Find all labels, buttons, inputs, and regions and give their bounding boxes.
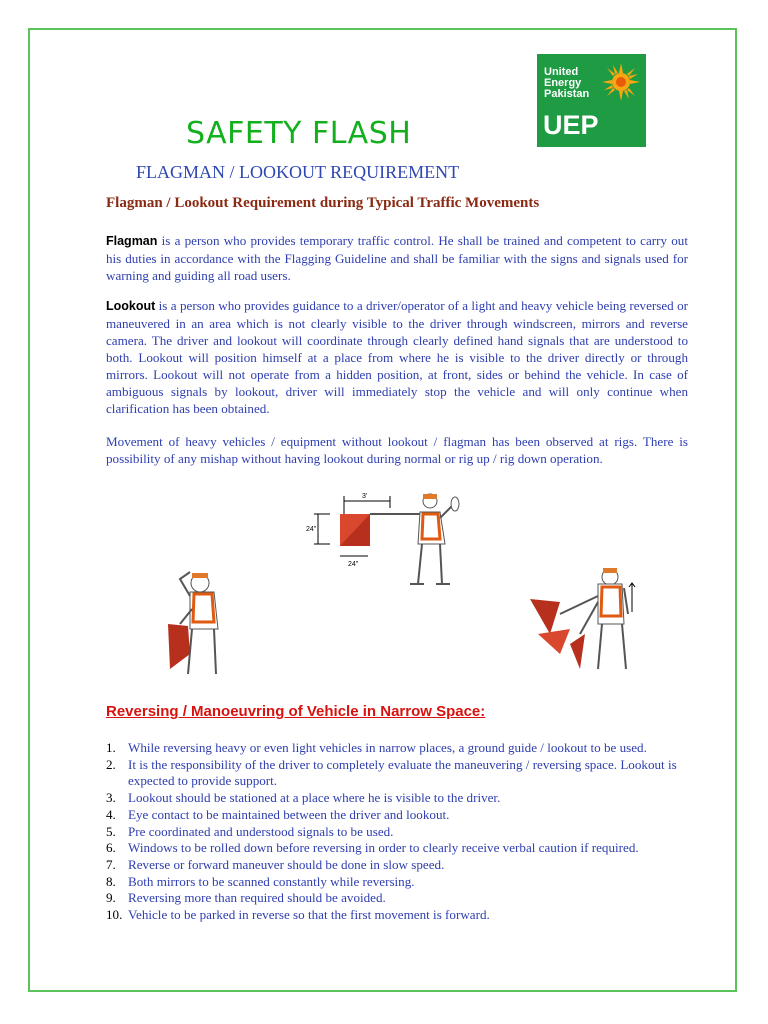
movement-paragraph: Movement of heavy vehicles / equipment without lookout / flagman has been observed at rigs. There is possibility of any mishap without having lookout during normal or rig up / rig down operation.	[106, 434, 688, 466]
flagman-term: Flagman	[106, 234, 158, 248]
flagman-figure-right	[530, 568, 635, 669]
logo-abbr: UEP	[543, 110, 599, 140]
list-item: 2. It is the responsibility of the driver to completely evaluate the maneuvering / reversing space. Lookout is expected to provide support.	[106, 756, 677, 789]
list-item: 4. Eye contact to be maintained between the driver and lookout.	[106, 806, 450, 822]
sun-icon	[601, 62, 641, 102]
dim-height-label: 24"	[306, 526, 317, 533]
lookout-term: Lookout	[106, 299, 156, 313]
dim-width-label: 3'	[362, 493, 368, 500]
reversing-guidelines-list	[106, 740, 688, 924]
list-item: 7. Reverse or forward maneuver should be done in slow speed.	[106, 856, 445, 872]
list-item: 8. Both mirrors to be scanned constantly while reversing.	[106, 873, 415, 889]
list-item: 3. Lookout should be stationed at a place where he is visible to the driver.	[106, 790, 501, 806]
flagman-text: is a person who provides temporary traffic control. He shall be trained and competent to carry out his duties in accordance with the Flagging Guideline and shall be familiar with the signs and signals used for warning and guiding all road users.	[106, 233, 688, 283]
uep-logo	[537, 54, 646, 147]
reversing-section-title: Reversing / Manoeuvring of Vehicle in Narrow Space:	[106, 703, 486, 720]
logo-text: United Energy Pakistan	[544, 66, 590, 100]
lookout-paragraph	[106, 297, 688, 417]
flagman-figure-left	[168, 572, 218, 674]
list-item: 10. Vehicle to be parked in reverse so that the first movement is forward.	[106, 907, 490, 923]
list-item: 1. While reversing heavy or even light vehicles in narrow places, a ground guide / lookout to be used.	[106, 740, 647, 755]
dim-bottom-label: 24"	[348, 561, 359, 568]
flagman-illustrations	[140, 484, 660, 684]
flagman-figure-top	[306, 493, 459, 584]
list-item: 6. Windows to be rolled down before reversing in order to clearly receive verbal caution if required.	[106, 840, 639, 856]
list-item: 5. Pre coordinated and understood signals to be used.	[106, 823, 394, 839]
page-subtitle: FLAGMAN / LOOKOUT REQUIREMENT	[136, 162, 460, 182]
section-heading: Flagman / Lookout Requirement during Typical Traffic Movements	[106, 195, 540, 211]
flagman-paragraph	[106, 232, 688, 284]
lookout-text: is a person who provides guidance to a driver/operator of a light and heavy vehicle being reversed or maneuvered in an area which is not clearly visible to the driver through windscreen, mirrors and reverse camera. The driver and lookout will coordinate through clearly defined hand signals that are understood to both. Lookout will position himself at a place from where he is visible to the driver directly or through mirrors. Lookout will not operate from a hidden position, at front, sides or behind the vehicle. In case of ambiguous signals by lookout, driver will immediately stop the vehicle and will only continue when clarification has been obtained.	[106, 298, 688, 416]
page-title: SAFETY FLASH	[186, 116, 412, 151]
list-item: 9. Reversing more than required should be avoided.	[106, 890, 386, 906]
